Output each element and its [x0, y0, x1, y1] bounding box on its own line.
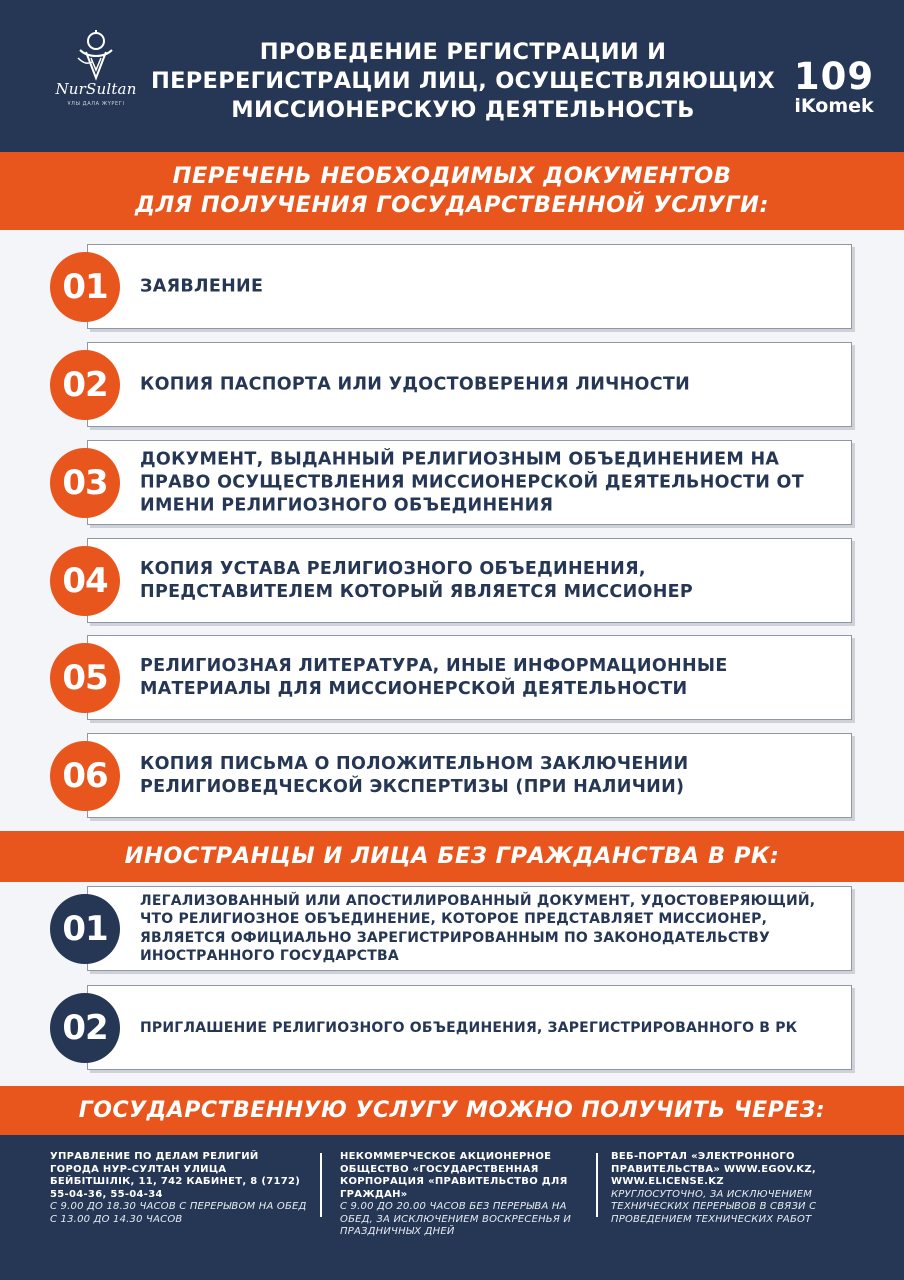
- channel-hours: С 9.00 ДО 18.30 ЧАСОВ С ПЕРЕРЫВОМ НА ОБЕД С 13.00 ДО 14.30 ЧАСОВ: [50, 1201, 307, 1225]
- divider: [596, 1153, 598, 1217]
- documents-heading: [0, 152, 904, 230]
- hotline-badge: [786, 55, 882, 117]
- channel-name: ВЕБ-ПОРТАЛ «ЭЛЕКТРОННОГО ПРАВИТЕЛЬСТВА» WWW.EGOV.KZ, WWW.ELICENSE.KZ: [611, 1151, 816, 1187]
- hotline-brand: iKomek: [794, 95, 874, 117]
- foreigners-heading: ИНОСТРАНЦЫ И ЛИЦА БЕЗ ГРАЖДАНСТВА В РК:: [0, 831, 904, 882]
- number-badge: 06: [50, 741, 120, 811]
- baiterek-logo-icon: [74, 28, 118, 84]
- divider: [320, 1153, 322, 1217]
- document-card-02: [87, 342, 852, 427]
- footer: [0, 1135, 904, 1280]
- document-card-01: [87, 244, 852, 329]
- document-text: РЕЛИГИОЗНАЯ ЛИТЕРАТУРА, ИНЫЕ ИНФОРМАЦИОННЫЕ МАТЕРИАЛЫ ДЛЯ МИССИОНЕРСКОЙ ДЕЯТЕЛЬНОСТИ: [140, 655, 728, 699]
- document-text: ЗАЯВЛЕНИЕ: [140, 276, 264, 296]
- document-card-03: [87, 440, 852, 525]
- document-text: КОПИЯ ПАСПОРТА ИЛИ УДОСТОВЕРЕНИЯ ЛИЧНОСТИ: [140, 374, 691, 394]
- document-text: КОПИЯ УСТАВА РЕЛИГИОЗНОГО ОБЪЕДИНЕНИЯ, ПРЕДСТАВИТЕЛЕМ КОТОРЫЙ ЯВЛЯЕТСЯ МИССИОНЕР: [140, 558, 694, 602]
- document-card-06: [87, 733, 852, 818]
- document-text: ДОКУМЕНТ, ВЫДАННЫЙ РЕЛИГИОЗНЫМ ОБЪЕДИНЕНИЕМ НА ПРАВО ОСУЩЕСТВЛЕНИЯ МИССИОНЕРСКОЙ ДЕЯТЕЛЬНОСТИ ОТ ИМЕНИ РЕЛИГИОЗНОГО ОБЪЕДИНЕНИЯ: [140, 449, 804, 515]
- number-badge: 03: [50, 448, 120, 518]
- foreigner-card-02: [87, 985, 852, 1070]
- channel-gov-corporation: [340, 1151, 592, 1239]
- foreigner-card-01: [87, 886, 852, 971]
- hotline-number: 109: [793, 55, 875, 98]
- logo-subtitle: ҰЛЫ ДАЛА ЖҮРЕГІ: [67, 101, 125, 107]
- channel-egov-portal: [611, 1151, 856, 1226]
- channel-religious-affairs: [50, 1151, 308, 1226]
- documents-heading-line2: ДЛЯ ПОЛУЧЕНИЯ ГОСУДАРСТВЕННОЙ УСЛУГИ:: [135, 192, 769, 218]
- channel-hours: С 9.00 ДО 20.00 ЧАСОВ БЕЗ ПЕРЕРЫВА НА ОБЕД, ЗА ИСКЛЮЧЕНИЕМ ВОСКРЕСЕНЬЯ И ПРАЗДНИЧНЫХ ДНЕЙ: [340, 1201, 572, 1237]
- channels-heading: ГОСУДАРСТВЕННУЮ УСЛУГУ МОЖНО ПОЛУЧИТЬ ЧЕРЕЗ:: [0, 1086, 904, 1135]
- documents-heading-line1: ПЕРЕЧЕНЬ НЕОБХОДИМЫХ ДОКУМЕНТОВ: [172, 163, 732, 189]
- page-title: ПРОВЕДЕНИЕ РЕГИСТРАЦИИ И ПЕРЕРЕГИСТРАЦИИ ЛИЦ, ОСУЩЕСТВЛЯЮЩИХ МИССИОНЕРСКУЮ ДЕЯТЕЛЬНОСТЬ: [150, 39, 776, 123]
- number-badge: 02: [50, 350, 120, 420]
- foreigner-text: ЛЕГАЛИЗОВАННЫЙ ИЛИ АПОСТИЛИРОВАННЫЙ ДОКУМЕНТ, УДОСТОВЕРЯЮЩИЙ, ЧТО РЕЛИГИОЗНОЕ ОБЪЕДИНЕНИЕ, КОТОРОЕ ПРЕДСТАВЛЯЕТ МИССИОНЕР, ЯВЛЯЕТСЯ ОФИЦИАЛЬНО ЗАРЕГИСТРИРОВАННЫМ ПО ЗАКОНОДАТЕЛЬСТВУ ИНОСТРАННОГО ГОСУДАРСТВА: [140, 892, 816, 964]
- city-logo: [48, 28, 144, 128]
- number-badge: 02: [50, 993, 120, 1063]
- channel-name: НЕКОММЕРЧЕСКОЕ АКЦИОНЕРНОЕ ОБЩЕСТВО «ГОСУДАРСТВЕННАЯ КОРПОРАЦИЯ «ПРАВИТЕЛЬСТВО ДЛЯ ГРАЖДАН»: [340, 1151, 568, 1200]
- number-badge: 04: [50, 546, 120, 616]
- number-badge: 01: [50, 252, 120, 322]
- number-badge: 01: [50, 894, 120, 964]
- document-text: КОПИЯ ПИСЬМА О ПОЛОЖИТЕЛЬНОМ ЗАКЛЮЧЕНИИ РЕЛИГИОВЕДЧЕСКОЙ ЭКСПЕРТИЗЫ (ПРИ НАЛИЧИИ): [140, 753, 689, 797]
- document-card-04: [87, 538, 852, 623]
- channel-hours: КРУГЛОСУТОЧНО, ЗА ИСКЛЮЧЕНИЕМ ТЕХНИЧЕСКИХ ПЕРЕРЫВОВ В СВЯЗИ С ПРОВЕДЕНИЕМ ТЕХНИЧЕСКИХ РАБОТ: [611, 1188, 817, 1225]
- number-badge: 05: [50, 643, 120, 713]
- foreigner-text: ПРИГЛАШЕНИЕ РЕЛИГИОЗНОГО ОБЪЕДИНЕНИЯ, ЗАРЕГИСТРИРОВАННОГО В РК: [140, 1019, 798, 1036]
- logo-script-text: NurSultan: [55, 80, 137, 98]
- header: [0, 0, 904, 152]
- channel-name: УПРАВЛЕНИЕ ПО ДЕЛАМ РЕЛИГИЙ ГОРОДА НУР-СУЛТАН УЛИЦА БЕЙБІТШІЛІК, 11, 742 КАБИНЕТ, 8 (7172) 55-04-36, 55-04-34: [50, 1151, 301, 1200]
- document-card-05: [87, 635, 852, 720]
